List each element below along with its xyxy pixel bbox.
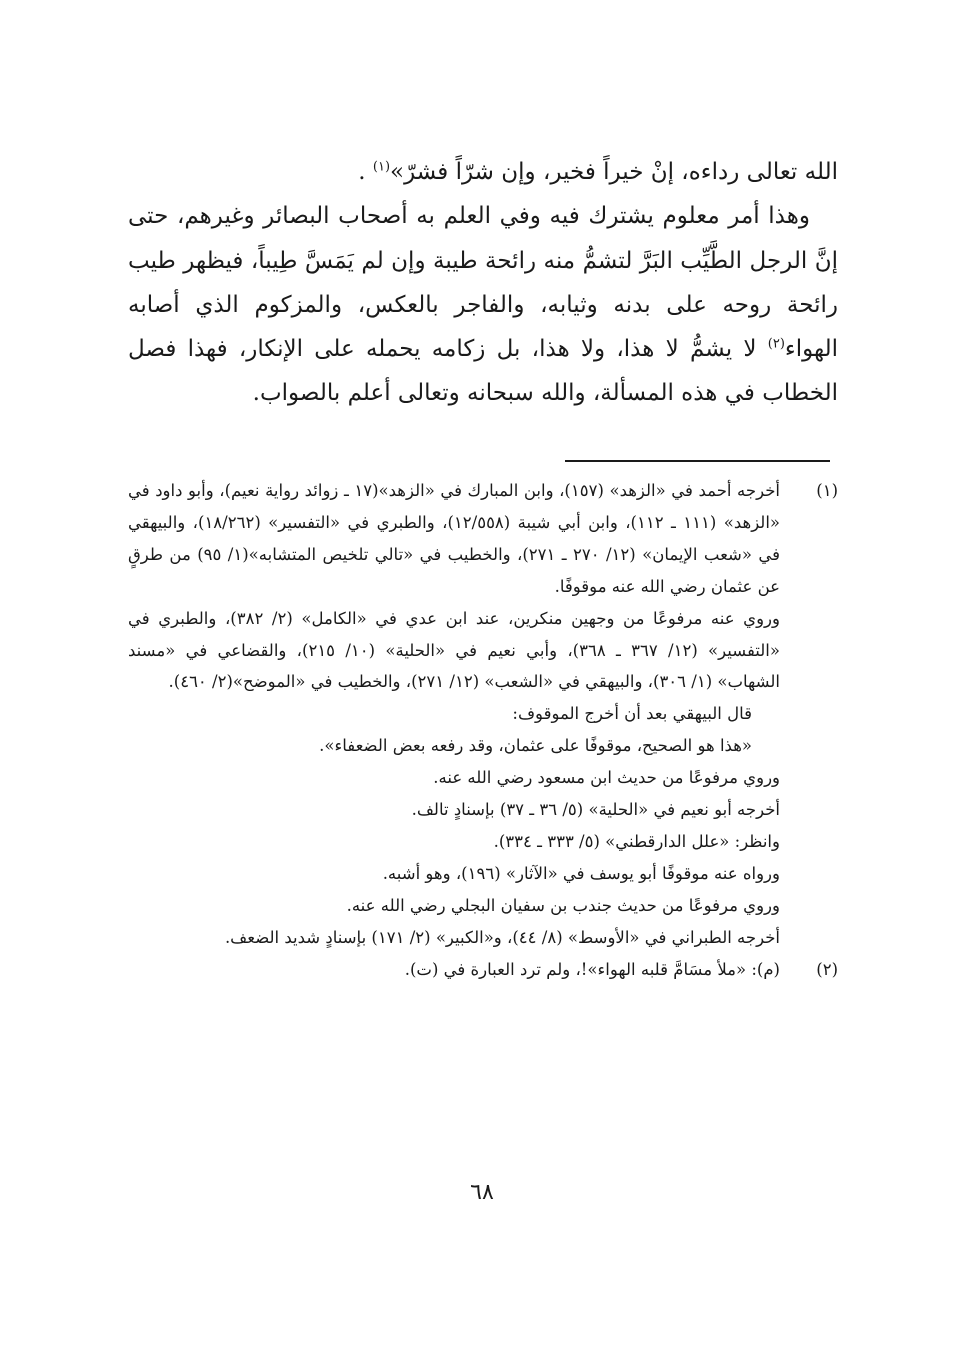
footnote-line: وانظر: «علل الدارقطني» (٥/ ٣٣٣ ـ ٣٣٤).: [493, 831, 780, 851]
footnote-number: (١): [816, 481, 838, 500]
footnote-line: «هذا هو الصحيح، موقوفًا على عثمان، وقد رفعه بعض الضعفاء».: [319, 736, 752, 756]
footnote-ref-1[interactable]: (١): [372, 159, 391, 175]
footnote-line: أخرجه أبو نعيم في «الحلية» (٥/ ٣٦ ـ ٣٧) بإسنادٍ تالف.: [411, 800, 780, 820]
footnote-ref-2[interactable]: (٢): [767, 336, 785, 352]
main-paragraph-2: وهذا أمر معلوم يشترك فيه وفي العلم به أصحاب البصائر وغيرهم، حتى إنَّ الرجل الطَّيِّب البَرَّ لتشمُّ منه رائحة طيبة وإن لم يَمَسَّ طِيباً، فيظهر طيب رائحة روحه على بدنه وثيابه، والفاجر بالعكس، والمزكوم الذي أصابه الهواء$^{(٢)}$ لا يشمُّ لا هذا، ولا هذا، بل زكامه يحمله على الإنكار، فهذا فصل الخطاب في هذه المسألة، والله سبحانه وتعالى أعلم بالصواب.: [128, 203, 838, 407]
main-text: [128, 150, 838, 416]
footnote-line: وروي مرفوعًا من حديث ابن مسعود رضي الله عنه.: [433, 768, 780, 788]
footnote-paragraph: أخرجه أحمد في «الزهد» (١٥٧)، وابن المبارك في «الزهد»(١٧ ـ زوائد رواية نعيم)، وأبو داود في «الزهد» (١١١ ـ ١١٢)، وابن أبي شيبة (١٢/٥٥٨)، والطبري في «التفسير» (١٨/٢٦٢)، والبيهقي في «شعب الإيمان» (١٢/ ٢٧٠ ـ ٢٧١)، والخطيب في «تالي تلخيص المتشابه»(١/ ٩٥) من طرقٍ عن عثمان رضي الله عنه موقوفًا.: [128, 481, 781, 596]
footnote-2: [128, 954, 838, 986]
footnotes: [128, 475, 838, 986]
page-number: ٦٨: [470, 1180, 494, 1205]
footnote-line: وروي مرفوعًا من حديث جندب بن سفيان البجلي رضي الله عنه.: [346, 895, 780, 915]
footnote-1: [128, 475, 838, 954]
footnote-paragraph: وروي عنه مرفوعًا من وجهين منكرين، عند ابن عدي في «الكامل» (٢/ ٣٨٢)، والطبري في «التفسير» (١٢/ ٣٦٧ ـ ٣٦٨)، وأبي نعيم في «الحلية» (١٠/ ٢١٥)، والقضاعي في «مسند الشهاب» (١/ ٣٠٦)، والبيهقي في «الشعب» (١٢/ ٢٧١)، والخطيب في «الموضح»(٢/ ٤٦٠).: [128, 608, 780, 692]
footnote-paragraph: أخرجه الطبراني في «الأوسط» (٨/ ٤٤)، و«الكبير» (٢/ ١٧١) بإسنادٍ شديد الضعف.: [224, 927, 780, 947]
main-line-1: الله تعالى رداءه، إنْ خيراً فخير، وإن شرّاً فشرّ»$^{(١)}$ .: [358, 159, 838, 185]
footnote-paragraph: (م): «ملأ مسَامَّ قلبه الهواء»!، ولم ترد العبارة في (ت).: [404, 959, 780, 979]
footnote-number: (٢): [816, 959, 838, 979]
footnote-line: ورواه عنه موقوفًا أبو يوسف في «الآثار» (١٩٦)، وهو أشبه.: [382, 863, 780, 883]
footnote-separator: [565, 460, 830, 462]
footnote-line: قال البيهقي بعد أن أخرج الموقوف:: [512, 704, 752, 724]
